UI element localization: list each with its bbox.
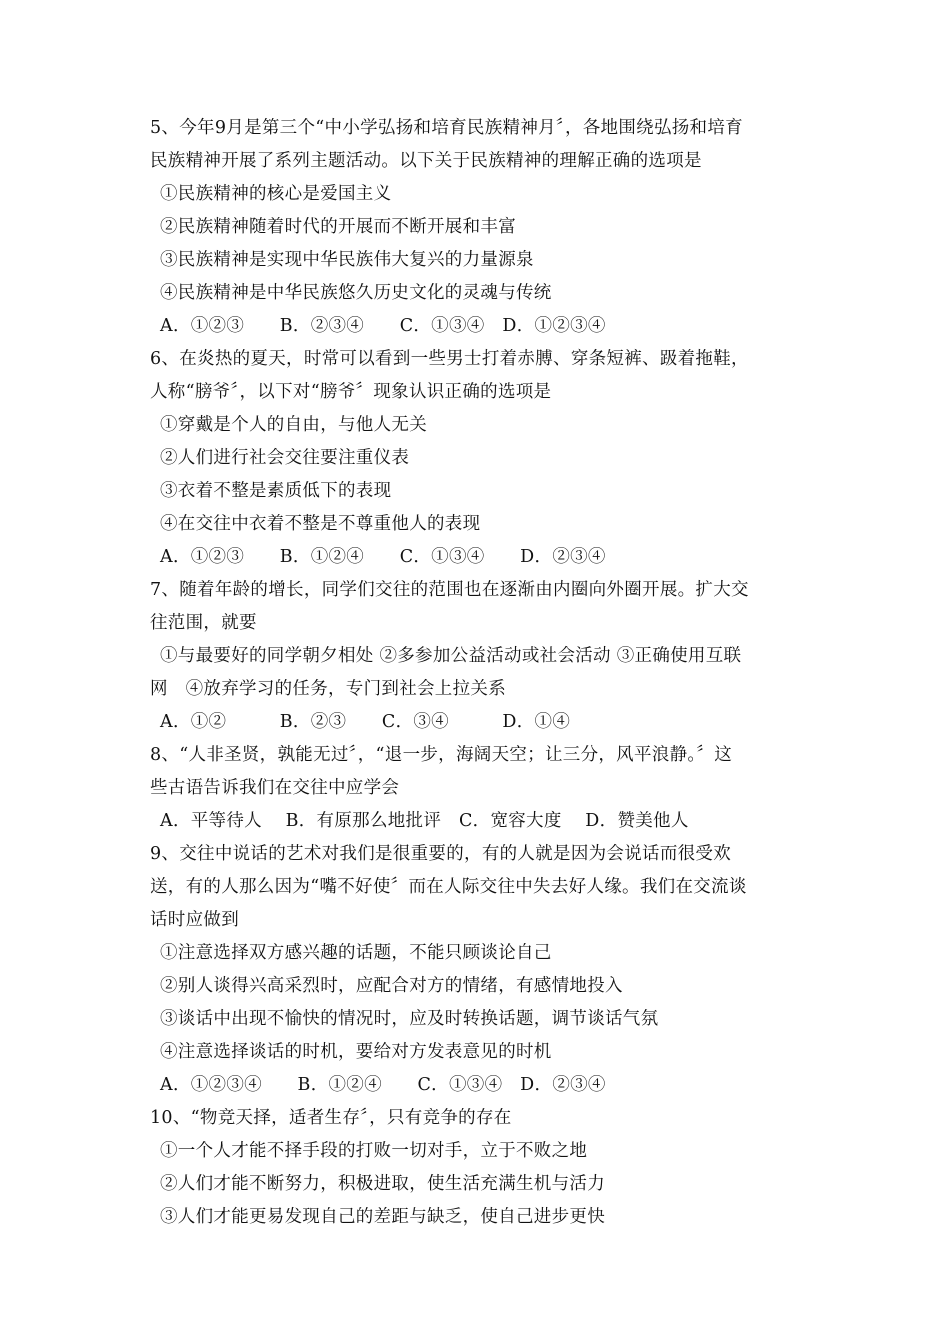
question-8-options: A．平等待人 B．有原那么地批评 C．宽容大度 D．赞美他人 [160, 811, 689, 831]
question-5-statement-2: ②民族精神随着时代的开展而不断开展和丰富 [160, 217, 516, 237]
question-6-statement-1: ①穿戴是个人的自由，与他人无关 [160, 415, 427, 435]
question-10-statement-2: ②人们才能不断努力，积极进取，使生活充满生机与活力 [160, 1174, 605, 1194]
question-6-statement-4: ④在交往中衣着不整是不尊重他人的表现 [160, 514, 481, 534]
question-9-statement-1: ①注意选择双方感兴趣的话题，不能只顾谈论自己 [160, 943, 552, 963]
question-10-stem: 10、“物竞天择，适者生存〞，只有竞争的存在 [150, 1108, 512, 1128]
question-9-stem-line-2: 送，有的人那么因为“嘴不好使〞而在人际交往中失去好人缘。我们在交流谈 [150, 877, 747, 897]
question-8-stem-line-2: 些古语告诉我们在交往中应学会 [150, 778, 400, 798]
question-8-stem-line-1: 8、“人非圣贤，孰能无过〞，“退一步，海阔天空；让三分，风平浪静。〞这 [150, 745, 733, 765]
question-7-statements-line-1: ①与最要好的同学朝夕相处 ②多参加公益活动或社会活动 ③正确使用互联 [160, 646, 742, 666]
question-5-options: A．①②③ B．②③④ C．①③④ D．①②③④ [160, 316, 606, 336]
question-5-statement-4: ④民族精神是中华民族悠久历史文化的灵魂与传统 [160, 283, 552, 303]
question-10-statement-3: ③人们才能更易发现自己的差距与缺乏，使自己进步更快 [160, 1207, 605, 1227]
question-9-options: A．①②③④ B．①②④ C．①③④ D．②③④ [160, 1075, 606, 1095]
question-7-stem-line-2: 往范围，就要 [150, 613, 257, 633]
question-10-statement-1: ①一个人才能不择手段的打败一切对手，立于不败之地 [160, 1141, 588, 1161]
question-5-stem-line-2: 民族精神开展了系列主题活动。以下关于民族精神的理解正确的选项是 [150, 151, 702, 171]
question-9-statement-4: ④注意选择谈话的时机，要给对方发表意见的时机 [160, 1042, 552, 1062]
question-7-statements-line-2: 网 ④放弃学习的任务，专门到社会上拉关系 [150, 679, 506, 699]
question-6-statement-3: ③衣着不整是素质低下的表现 [160, 481, 392, 501]
question-9-stem-line-1: 9、交往中说话的艺术对我们是很重要的，有的人就是因为会说话而很受欢 [150, 844, 732, 864]
question-6-stem-line-1: 6、在炎热的夏天，时常可以看到一些男士打着赤膊、穿条短裤、趿着拖鞋， [150, 349, 749, 369]
question-5-stem-line-1: 5、今年9月是第三个“中小学弘扬和培育民族精神月〞，各地围绕弘扬和培育 [150, 118, 743, 138]
question-6-options: A．①②③ B．①②④ C．①③④ D．②③④ [160, 547, 606, 567]
question-6-statement-2: ②人们进行社会交往要注重仪表 [160, 448, 410, 468]
question-9-statement-3: ③谈话中出现不愉快的情况时，应及时转换话题，调节谈话气氛 [160, 1009, 659, 1029]
question-7-stem-line-1: 7、随着年龄的增长，同学们交往的范围也在逐渐由内圈向外圈开展。扩大交 [150, 580, 749, 600]
question-5-statement-3: ③民族精神是实现中华民族伟大复兴的力量源泉 [160, 250, 534, 270]
question-6-stem-line-2: 人称“膀爷〞，以下对“膀爷〞现象认识正确的选项是 [150, 382, 552, 402]
question-7-options: A．①② B．②③ C．③④ D．①④ [160, 712, 571, 732]
question-9-statement-2: ②别人谈得兴高采烈时，应配合对方的情绪，有感情地投入 [160, 976, 623, 996]
question-9-stem-line-3: 话时应做到 [150, 910, 239, 930]
question-5-statement-1: ①民族精神的核心是爱国主义 [160, 184, 392, 204]
